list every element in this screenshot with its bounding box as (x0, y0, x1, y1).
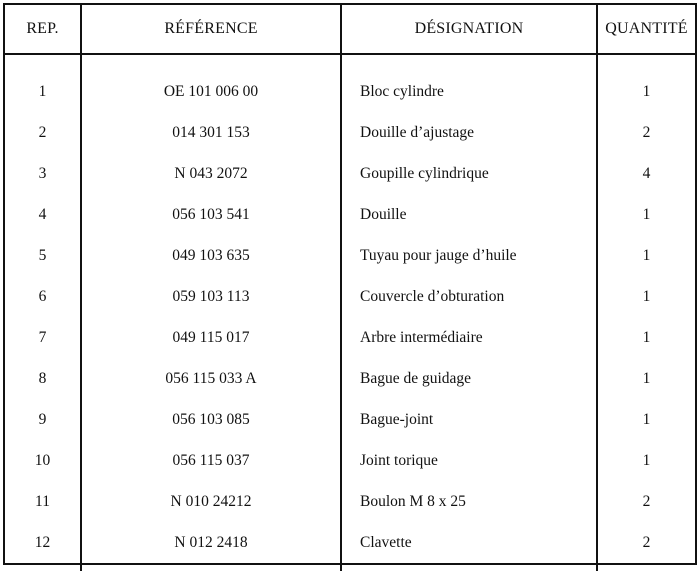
cell-designation: Arbre intermédiaire (341, 317, 597, 358)
cell-quantite: 1 (597, 358, 695, 399)
table-row (5, 399, 695, 440)
cell-designation: Bague de guidage (341, 358, 597, 399)
header-reference: RÉFÉRENCE (81, 5, 341, 54)
cell-reference: 056 103 085 (81, 399, 341, 440)
cell-quantite: 1 (597, 399, 695, 440)
table-header (5, 5, 695, 54)
table-row (5, 194, 695, 235)
table-row (5, 481, 695, 522)
table-row (5, 358, 695, 399)
cell-reference: N 010 24212 (81, 481, 341, 522)
cell-reference: 014 301 153 (81, 112, 341, 153)
top-spacer-row (5, 54, 695, 71)
table-row (5, 440, 695, 481)
cell-rep: 10 (34, 451, 51, 469)
cell-designation: Tuyau pour jauge d’huile (341, 235, 597, 276)
cell-designation: Boulon M 8 x 25 (341, 481, 597, 522)
cell-rep: 4 (38, 205, 47, 223)
cell-quantite: 1 (597, 317, 695, 358)
cell-quantite: 2 (597, 481, 695, 522)
table-row (5, 276, 695, 317)
cell-designation: Joint torique (341, 440, 597, 481)
cell-quantite: 2 (597, 112, 695, 153)
cell-reference: OE 101 006 00 (81, 71, 341, 112)
cell-rep: 8 (38, 369, 47, 387)
cell-designation: Couvercle d’obturation (341, 276, 597, 317)
parts-table-frame (3, 3, 697, 565)
cell-designation: Douille (341, 194, 597, 235)
header-rep: REP. (5, 5, 81, 54)
table-row (5, 235, 695, 276)
cell-reference: 056 103 541 (81, 194, 341, 235)
table-row (5, 112, 695, 153)
table-row (5, 317, 695, 358)
cell-reference: 049 115 017 (81, 317, 341, 358)
header-designation: DÉSIGNATION (341, 5, 597, 54)
cell-quantite: 4 (597, 153, 695, 194)
cell-designation: Clavette (341, 522, 597, 563)
cell-rep: 3 (38, 164, 47, 182)
cell-quantite: 1 (597, 276, 695, 317)
cell-quantite: 1 (597, 194, 695, 235)
table-row (5, 522, 695, 563)
table-row (5, 71, 695, 112)
cell-rep: 7 (38, 328, 47, 346)
cell-reference: 056 115 033 A (81, 358, 341, 399)
cell-rep: 5 (38, 246, 47, 264)
cell-reference: N 043 2072 (81, 153, 341, 194)
table-body (5, 54, 695, 571)
cell-designation: Douille d’ajustage (341, 112, 597, 153)
header-row (5, 5, 695, 54)
cell-reference: 049 103 635 (81, 235, 341, 276)
cell-rep: 6 (38, 287, 47, 305)
cell-designation: Bloc cylindre (341, 71, 597, 112)
cell-rep: 2 (38, 123, 47, 141)
cell-rep: 9 (38, 410, 47, 428)
cell-designation: Bague-joint (341, 399, 597, 440)
cell-rep: 11 (35, 492, 50, 510)
header-quantite: QUANTITÉ (597, 5, 695, 54)
cell-reference: 056 115 037 (81, 440, 341, 481)
cell-reference: N 012 2418 (81, 522, 341, 563)
cell-rep: 12 (34, 533, 51, 551)
cell-quantite: 2 (597, 522, 695, 563)
parts-table (5, 5, 695, 571)
cell-quantite: 1 (597, 440, 695, 481)
bottom-spacer-row (5, 563, 695, 571)
cell-rep: 1 (38, 82, 47, 100)
cell-designation: Goupille cylindrique (341, 153, 597, 194)
cell-quantite: 1 (597, 71, 695, 112)
cell-reference: 059 103 113 (81, 276, 341, 317)
cell-quantite: 1 (597, 235, 695, 276)
table-row (5, 153, 695, 194)
